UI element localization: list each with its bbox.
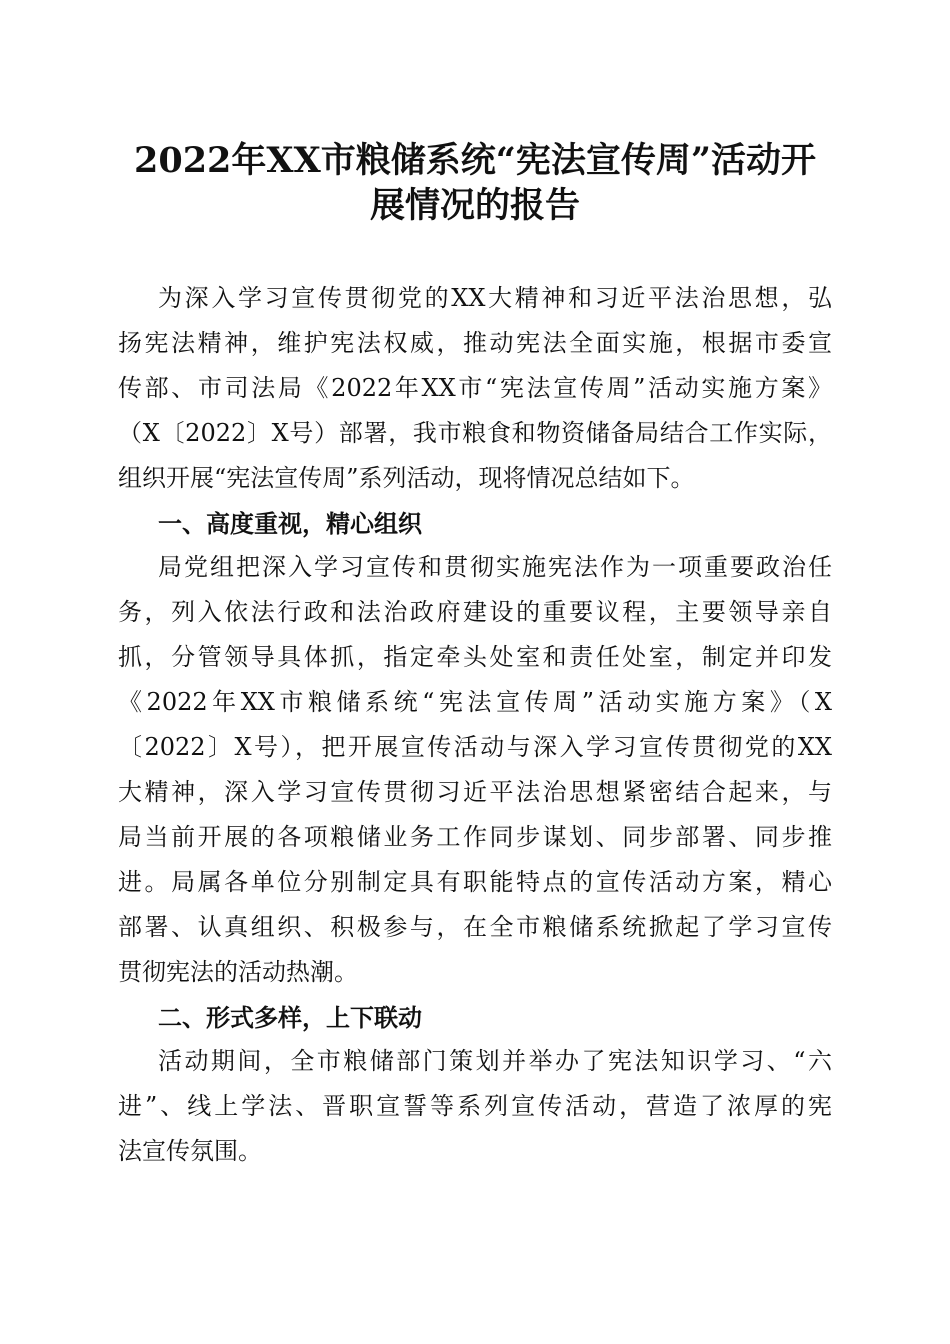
paragraph-line: 抓，分管领导具体抓，指定牵头处室和责任处室，制定并印发 <box>118 643 832 671</box>
paragraph-line: 局党组把深入学习宣传和贯彻实施宪法作为一项重要政治任 <box>158 553 832 581</box>
section-2-paragraph <box>118 1039 832 1174</box>
document-title-line-1: 2022年XX市粮储系统“宪法宣传周”活动开 <box>134 140 816 181</box>
section-heading-1: 一、高度重视，精心组织 <box>158 510 422 538</box>
paragraph-line: 〔2022〕X号），把开展宣传活动与深入学习宣传贯彻党的XX <box>118 733 832 761</box>
section-1-paragraph <box>118 545 832 995</box>
paragraph-line: 法宣传氛围。 <box>118 1137 262 1165</box>
paragraph-line: 大精神，深入学习宣传贯彻习近平法治思想紧密结合起来，与 <box>118 778 832 806</box>
paragraph-line: 传部、市司法局《2022年XX市“宪法宣传周”活动实施方案》 <box>118 374 832 402</box>
paragraph-line: （X〔2022〕X号）部署，我市粮食和物资储备局结合工作实际， <box>118 419 832 447</box>
paragraph-line: 活动期间，全市粮储部门策划并举办了宪法知识学习、“六 <box>158 1047 832 1075</box>
intro-paragraph <box>118 276 832 501</box>
paragraph-line: 扬宪法精神，维护宪法权威，推动宪法全面实施，根据市委宣 <box>118 329 832 357</box>
paragraph-line: 部署、认真组织、积极参与，在全市粮储系统掀起了学习宣传 <box>118 913 832 941</box>
section-heading-2: 二、形式多样，上下联动 <box>158 1004 422 1032</box>
document-body <box>118 276 832 1174</box>
paragraph-line: 为深入学习宣传贯彻党的XX大精神和习近平法治思想，弘 <box>158 284 832 312</box>
paragraph-line: 进。局属各单位分别制定具有职能特点的宣传活动方案，精心 <box>118 868 832 896</box>
paragraph-line: 务，列入依法行政和法治政府建设的重要议程，主要领导亲自 <box>118 598 832 626</box>
paragraph-line: 局当前开展的各项粮储业务工作同步谋划、同步部署、同步推 <box>118 823 832 851</box>
document-title-line-2: 展情况的报告 <box>369 185 580 226</box>
paragraph-line: 组织开展“宪法宣传周”系列活动，现将情况总结如下。 <box>118 464 695 492</box>
paragraph-line: 《2022年XX市粮储系统“宪法宣传周”活动实施方案》（X <box>118 688 832 716</box>
paragraph-line: 贯彻宪法的活动热潮。 <box>118 958 358 986</box>
paragraph-line: 进”、线上学法、晋职宣誓等系列宣传活动，营造了浓厚的宪 <box>118 1092 832 1120</box>
